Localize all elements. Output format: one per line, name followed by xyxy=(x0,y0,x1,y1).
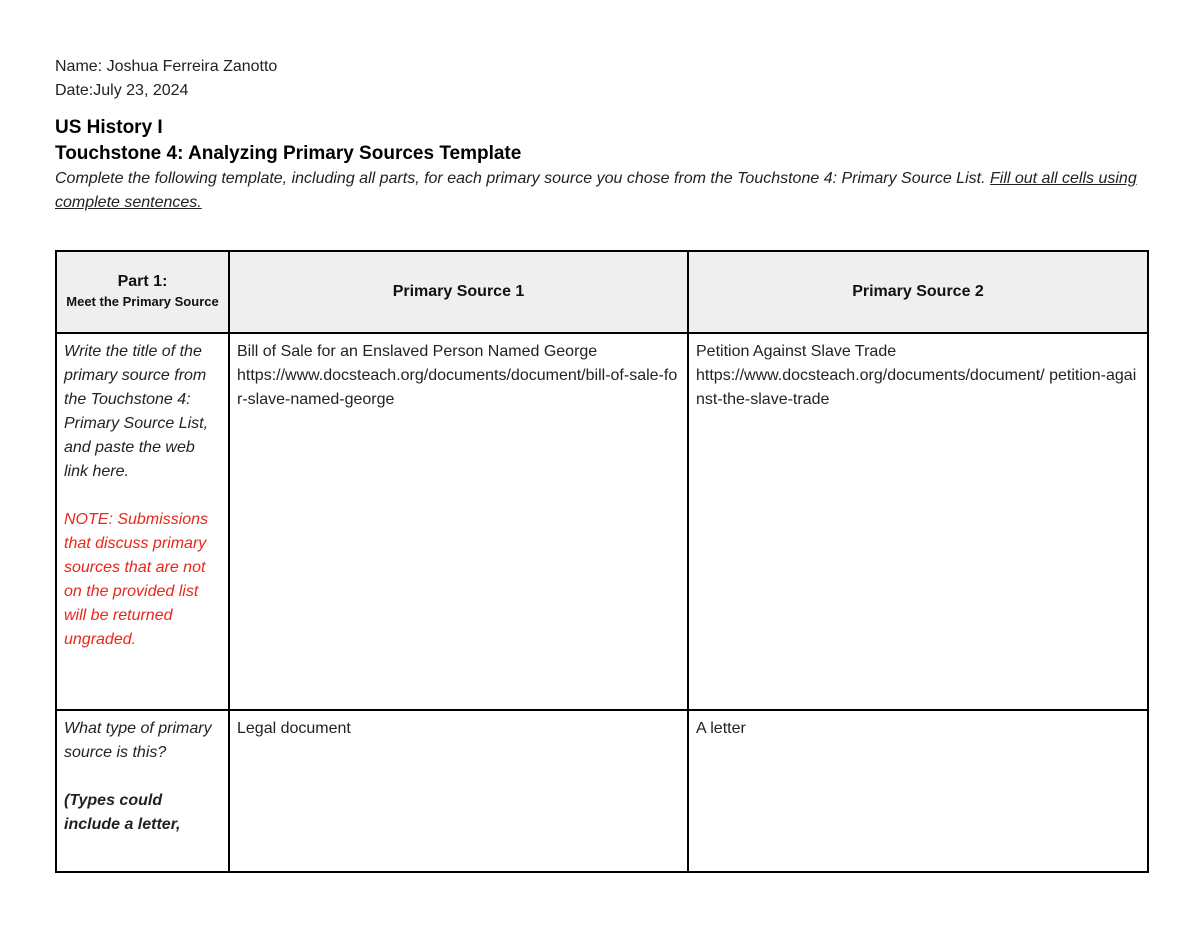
source1-answer-cell[interactable] xyxy=(229,333,688,710)
question-cell xyxy=(56,710,229,872)
part-title: Part 1: xyxy=(117,273,168,290)
source2-type: A letter xyxy=(696,720,746,737)
hint-text: (Types could include a letter, xyxy=(64,792,181,833)
source2-header: Primary Source 2 xyxy=(688,251,1148,333)
note-text: NOTE: Submissions that discuss primary sources that are not on the provided list will be returned ungraded. xyxy=(64,511,209,648)
question-text: What type of primary source is this? xyxy=(64,720,212,761)
table-header-row xyxy=(56,251,1148,333)
instructions-text: Complete the following template, including all parts, for each primary source you chose from the Touchstone 4: Primary Source List. xyxy=(55,170,986,187)
source2-answer-cell[interactable] xyxy=(688,710,1148,872)
source1-header: Primary Source 1 xyxy=(229,251,688,333)
document-title: Touchstone 4: Analyzing Primary Sources Template xyxy=(55,143,522,164)
instructions-underlined: Fill out all cells using complete sentences. xyxy=(55,170,1137,211)
question-cell xyxy=(56,333,229,710)
source1-title: Bill of Sale for an Enslaved Person Named George xyxy=(237,343,598,360)
table-row xyxy=(56,710,1148,872)
source2-link[interactable]: https://www.docsteach.org/documents/document/ petition-against-the-slave-trade xyxy=(696,367,1137,408)
part-header-cell xyxy=(56,251,229,333)
source1-answer-cell[interactable] xyxy=(229,710,688,872)
student-name: Name: Joshua Ferreira Zanotto xyxy=(55,58,278,75)
source1-link[interactable]: https://www.docsteach.org/documents/document/bill-of-sale-for-slave-named-george xyxy=(237,367,678,408)
primary-source-table xyxy=(55,250,1149,873)
part-subtitle: Meet the Primary Source xyxy=(66,294,219,309)
table-row xyxy=(56,333,1148,710)
instructions xyxy=(55,167,1147,215)
course-title: US History I xyxy=(55,117,163,138)
question-text: Write the title of the primary source from the Touchstone 4: Primary Source List, and paste the web link here. xyxy=(64,343,209,480)
source1-type: Legal document xyxy=(237,720,351,737)
source2-title: Petition Against Slave Trade xyxy=(696,343,897,360)
submission-date: Date:July 23, 2024 xyxy=(55,82,189,99)
source2-answer-cell[interactable] xyxy=(688,333,1148,710)
document-page xyxy=(55,55,1147,833)
